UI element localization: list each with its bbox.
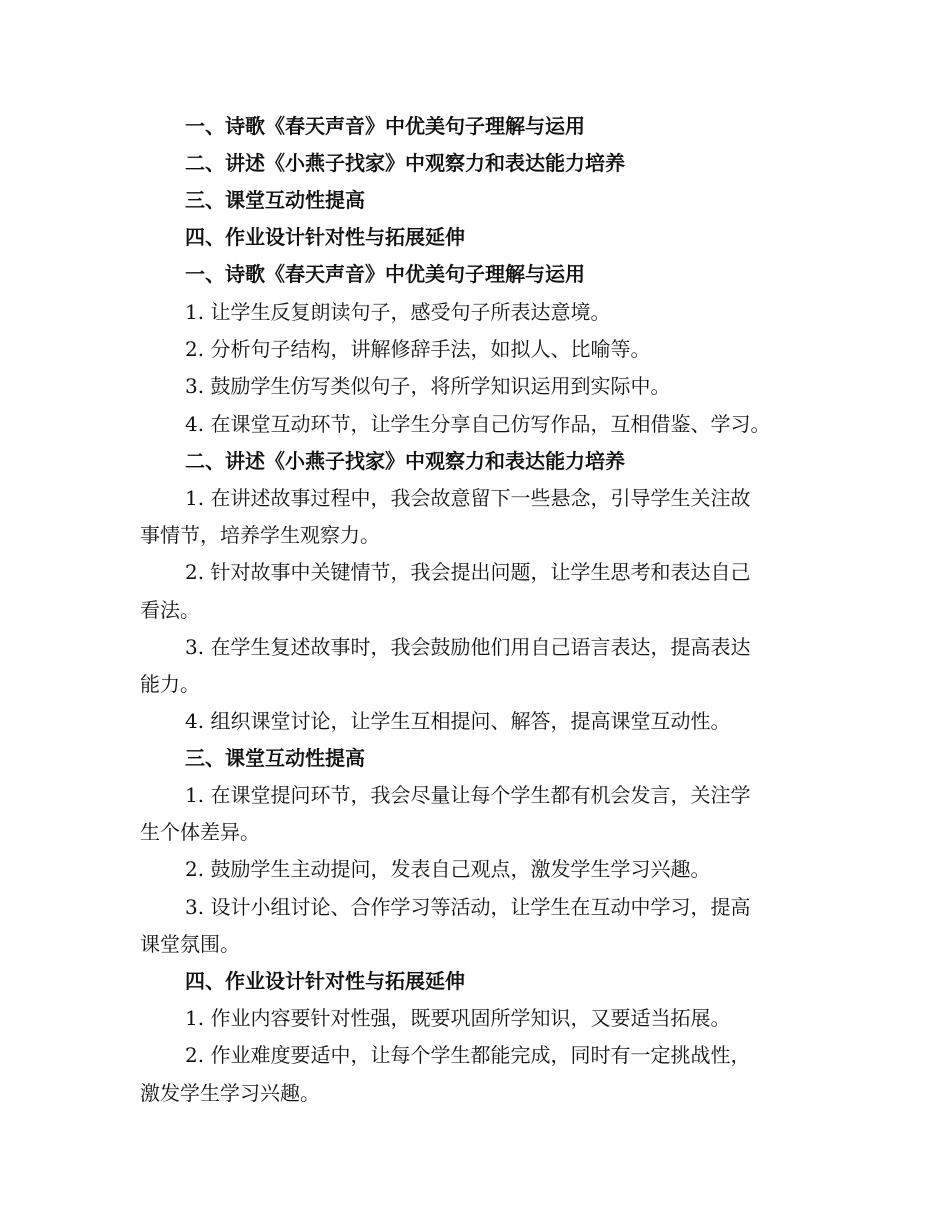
toc-item-2: 二、讲述《小燕子找家》中观察力和表达能力培养 [185,151,625,175]
section-2-item-2-line-1: 2. 针对故事中关键情节，我会提出问题，让学生思考和表达自己 [185,560,751,584]
section-4-item-1: 1. 作业内容要针对性强，既要巩固所学知识，又要适当拓展。 [185,1006,731,1030]
section-2-item-1-line-2: 事情节，培养学生观察力。 [140,523,380,547]
section-2-item-3-line-1: 3. 在学生复述故事时，我会鼓励他们用自己语言表达，提高表达 [185,635,751,659]
section-3-item-3-line-1: 3. 设计小组讨论、合作学习等活动，让学生在互动中学习，提高 [185,895,751,919]
section-2-item-4: 4. 组织课堂讨论，让学生互相提问、解答，提高课堂互动性。 [185,709,731,733]
toc-item-3: 三、课堂互动性提高 [185,188,365,212]
section-2-heading: 二、讲述《小燕子找家》中观察力和表达能力培养 [185,449,625,473]
section-1-item-1: 1. 让学生反复朗读句子，感受句子所表达意境。 [185,300,611,324]
section-2-item-2-line-2: 看法。 [140,598,200,622]
section-1-item-2: 2. 分析句子结构，讲解修辞手法，如拟人、比喻等。 [185,337,651,361]
section-3-item-2: 2. 鼓励学生主动提问，发表自己观点，激发学生学习兴趣。 [185,857,711,881]
section-4-item-2-line-2: 激发学生学习兴趣。 [140,1081,320,1105]
section-4-heading: 四、作业设计针对性与拓展延伸 [185,969,465,993]
toc-item-4: 四、作业设计针对性与拓展延伸 [185,225,465,249]
section-2-item-3-line-2: 能力。 [140,672,200,696]
section-1-item-4: 4. 在课堂互动环节，让学生分享自己仿写作品，互相借鉴、学习。 [185,412,771,436]
section-3-item-1-line-2: 生个体差异。 [140,820,260,844]
toc-item-1: 一、诗歌《春天声音》中优美句子理解与运用 [185,114,585,138]
section-3-heading: 三、课堂互动性提高 [185,746,365,770]
section-3-item-1-line-1: 1. 在课堂提问环节，我会尽量让每个学生都有机会发言，关注学 [185,783,751,807]
section-1-item-3: 3. 鼓励学生仿写类似句子，将所学知识运用到实际中。 [185,374,671,398]
section-2-item-1-line-1: 1. 在讲述故事过程中，我会故意留下一些悬念，引导学生关注故 [185,486,751,510]
section-4-item-2-line-1: 2. 作业难度要适中，让每个学生都能完成，同时有一定挑战性， [185,1043,751,1067]
section-3-item-3-line-2: 课堂氛围。 [140,932,240,956]
section-1-heading: 一、诗歌《春天声音》中优美句子理解与运用 [185,262,585,286]
